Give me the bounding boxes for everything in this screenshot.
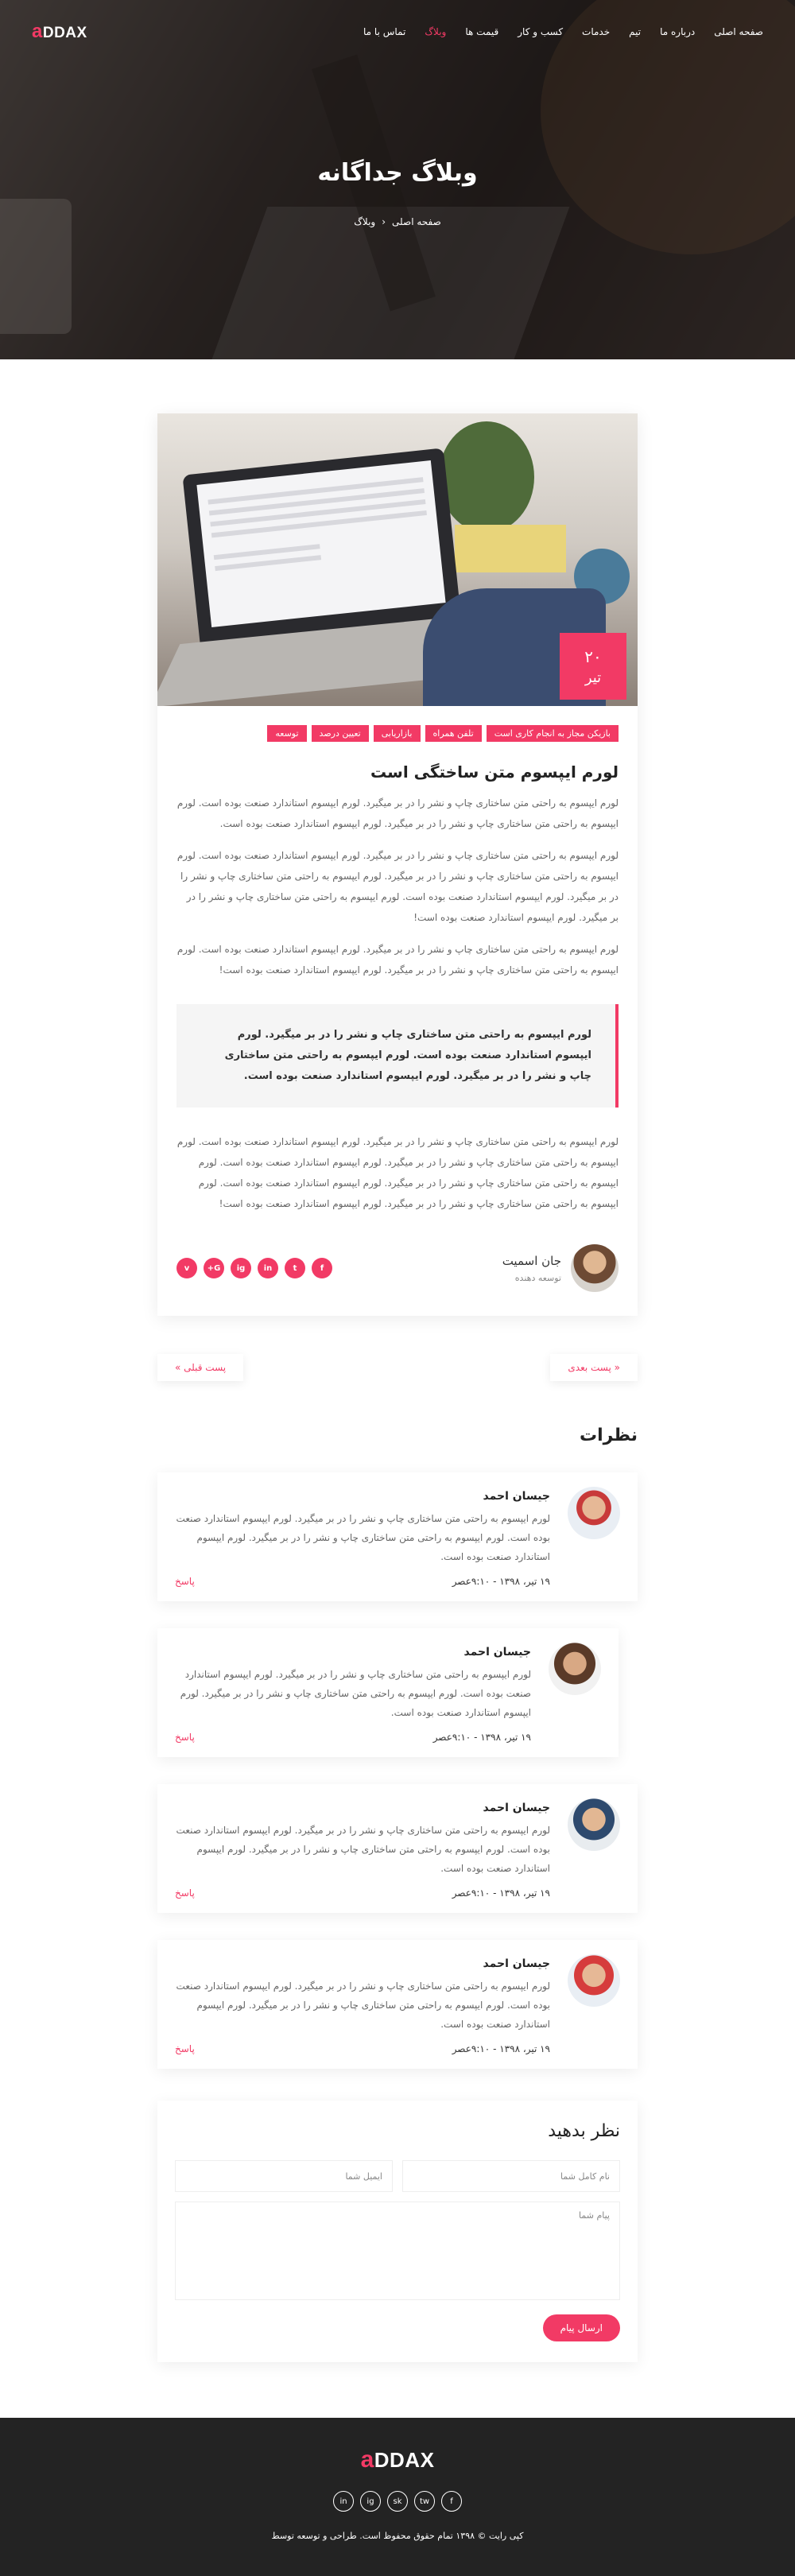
post-title: لورم ایپسوم متن ساختگی است xyxy=(370,762,619,782)
full-name-field[interactable]: نام کامل شما xyxy=(402,2160,620,2192)
page-title: وبلاگ جداگانه xyxy=(317,159,478,187)
logo-mark: a xyxy=(32,21,43,42)
comment-author: جیسان احمد xyxy=(483,1490,550,1503)
facebook-icon[interactable]: f xyxy=(312,1258,332,1278)
post-date-badge xyxy=(560,633,626,700)
comment-text: لورم ایپسوم به راحتی متن ساختاری چاپ و نشر را در بر میگیرد. لورم ایپسوم استاندارد صنعت بوده است. لورم ایپسوم به راحتی متن ساختاری چاپ و نشر را در بر میگیرد. لورم ایپسوم استاندارد صنعت بوده است. xyxy=(176,1980,550,2030)
prev-post-button[interactable]: پست قبلی » xyxy=(157,1354,243,1381)
comment-author: جیسان احمد xyxy=(483,1957,550,1970)
comment-item xyxy=(157,1784,638,1913)
post-paragraph: لورم ایپسوم به راحتی متن ساختاری چاپ و نشر را در بر میگیرد. لورم ایپسوم استاندارد صنعت بوده است. لورم ایپسوم به راحتی متن ساختاری چاپ و نشر را در بر میگیرد. لورم ایپسوم به راحتی متن ساختاری چاپ و نشر را در بر میگیرد. لورم ایپسوم استاندارد صنعت بوده است. لورم ایپسوم به راحتی متن ساختاری چاپ و نشر را در بر میگیرد. لورم ایپسوم استاندارد صنعت بوده است! xyxy=(176,850,619,923)
copyright-text: کپی رایت © ۱۳۹۸ تمام حقوق محفوظ است. طراحی و توسعه توسط xyxy=(271,2531,524,2541)
author-socials xyxy=(176,1258,332,1278)
post-paragraph: لورم ایپسوم به راحتی متن ساختاری چاپ و نشر را در بر میگیرد. لورم ایپسوم استاندارد صنعت بوده است. لورم ایپسوم به راحتی متن ساختاری چاپ و نشر را در بر میگیرد. لورم ایپسوم استاندارد صنعت بوده است. xyxy=(176,797,619,829)
site-footer xyxy=(0,2418,795,2576)
comment-text: لورم ایپسوم به راحتی متن ساختاری چاپ و نشر را در بر میگیرد. لورم ایپسوم استاندارد صنعت بوده است. لورم ایپسوم به راحتی متن ساختاری چاپ و نشر را در بر میگیرد. لورم ایپسوم استاندارد صنعت بوده است. xyxy=(176,1825,550,1874)
breadcrumb xyxy=(0,216,795,227)
tag[interactable]: بازاریابی xyxy=(374,725,421,742)
twitter-icon[interactable]: t xyxy=(285,1258,305,1278)
message-field[interactable]: پیام شما xyxy=(175,2202,620,2300)
tag[interactable]: توسعه xyxy=(267,725,306,742)
twitter-icon[interactable]: tw xyxy=(414,2491,435,2512)
email-field[interactable]: ایمیل شما xyxy=(175,2160,393,2192)
comment-text: لورم ایپسوم به راحتی متن ساختاری چاپ و نشر را در بر میگیرد. لورم ایپسوم استاندارد صنعت بوده است. لورم ایپسوم به راحتی متن ساختاری چاپ و نشر را در بر میگیرد. لورم ایپسوم استاندارد صنعت بوده است. xyxy=(176,1513,550,1562)
comment-item xyxy=(157,1940,638,2069)
post-quote: لورم ایپسوم به راحتی متن ساختاری چاپ و نشر را در بر میگیرد. لورم ایپسوم استاندارد صنعت بوده است. لورم ایپسوم به راحتی متن ساختاری چاپ و نشر را در بر میگیرد. لورم ایپسوم استاندارد صنعت بوده است. xyxy=(176,1004,619,1108)
comment-date: ۱۹ تیر، ۱۳۹۸ - ۹:۱۰عصر xyxy=(452,1576,550,1587)
author-box xyxy=(157,1225,638,1292)
footer-logo[interactable] xyxy=(0,2446,795,2473)
chevron-left-icon: ‹ xyxy=(382,216,386,227)
tag[interactable]: تعیین درصد xyxy=(312,725,369,742)
top-nav xyxy=(0,0,795,64)
reply-link[interactable]: پاسخ xyxy=(175,1576,195,1587)
comment-avatar xyxy=(568,1798,620,1851)
comment-date: ۱۹ تیر، ۱۳۹۸ - ۹:۱۰عصر xyxy=(432,1732,531,1743)
nav-item-services[interactable]: خدمات xyxy=(582,26,611,37)
reply-link[interactable]: پاسخ xyxy=(175,1732,195,1743)
post-paragraph: لورم ایپسوم به راحتی متن ساختاری چاپ و نشر را در بر میگیرد. لورم ایپسوم استاندارد صنعت بوده است. لورم ایپسوم به راحتی متن ساختاری چاپ و نشر را در بر میگیرد. لورم ایپسوم استاندارد صنعت بوده است! xyxy=(176,944,619,976)
post-date-month: تیر xyxy=(584,669,602,686)
author-avatar xyxy=(571,1244,619,1292)
nav-item-team[interactable]: تیم xyxy=(629,26,642,37)
google-plus-icon[interactable]: G+ xyxy=(204,1258,224,1278)
nav-item-business[interactable]: کسب و کار xyxy=(518,26,564,37)
author-name: جان اسمیت xyxy=(502,1253,561,1268)
comment-date: ۱۹ تیر، ۱۳۹۸ - ۹:۱۰عصر xyxy=(452,1887,550,1899)
nav-item-pricing[interactable]: قیمت ها xyxy=(465,26,499,37)
post-paragraph: لورم ایپسوم به راحتی متن ساختاری چاپ و نشر را در بر میگیرد. لورم ایپسوم استاندارد صنعت بوده است. لورم ایپسوم به راحتی متن ساختاری چاپ و نشر را در بر میگیرد. لورم ایپسوم استاندارد صنعت بوده است. لورم ایپسوم به راحتی متن ساختاری چاپ و نشر را در بر میگیرد. لورم ایپسوم استاندارد صنعت بوده است. لورم ایپسوم به راحتی متن ساختاری چاپ و نشر را در بر میگیرد. لورم ایپسوم استاندارد صنعت بوده است! xyxy=(176,1136,619,1209)
comment-item xyxy=(157,1628,619,1757)
comment-avatar xyxy=(568,1487,620,1539)
comments-title: نظرات xyxy=(579,1426,638,1445)
linkedin-icon[interactable]: in xyxy=(258,1258,278,1278)
comment-form xyxy=(157,2101,638,2362)
reply-link[interactable]: پاسخ xyxy=(175,1887,195,1899)
post-date-day: ۲۰ xyxy=(584,646,602,666)
skype-icon[interactable]: sk xyxy=(387,2491,408,2512)
instagram-icon[interactable]: ig xyxy=(360,2491,381,2512)
comment-avatar xyxy=(568,1954,620,2007)
nav-item-about[interactable]: درباره ما xyxy=(660,26,696,37)
logo-text: DDAX xyxy=(42,25,87,41)
logo-mark: a xyxy=(360,2446,374,2473)
hero-banner xyxy=(0,0,795,359)
tag[interactable]: بازیکن مجاز به انجام کاری است xyxy=(487,725,619,742)
next-post-button[interactable]: « پست بعدی xyxy=(550,1354,638,1381)
author-role: توسعه دهنده xyxy=(514,1272,561,1283)
linkedin-icon[interactable]: in xyxy=(333,2491,354,2512)
comment-date: ۱۹ تیر، ۱۳۹۸ - ۹:۱۰عصر xyxy=(452,2043,550,2054)
site-logo[interactable] xyxy=(32,21,87,43)
comment-author: جیسان احمد xyxy=(463,1646,531,1658)
post-pager xyxy=(157,1354,638,1381)
post-image xyxy=(157,413,638,706)
comment-text: لورم ایپسوم به راحتی متن ساختاری چاپ و نشر را در بر میگیرد. لورم ایپسوم استاندارد صنعت بوده است. لورم ایپسوم به راحتی متن ساختاری چاپ و نشر را در بر میگیرد. لورم ایپسوم استاندارد صنعت بوده است. xyxy=(180,1669,531,1718)
nav-item-contact[interactable]: تماس با ما xyxy=(363,26,406,37)
comment-author: جیسان احمد xyxy=(483,1802,550,1814)
main-menu xyxy=(363,26,763,37)
post-tags xyxy=(157,706,638,742)
breadcrumb-current: وبلاگ xyxy=(354,216,376,227)
footer-socials xyxy=(0,2491,795,2512)
breadcrumb-home[interactable]: صفحه اصلی xyxy=(392,216,441,227)
nav-item-home[interactable]: صفحه اصلی xyxy=(714,26,763,37)
vimeo-icon[interactable]: v xyxy=(176,1258,197,1278)
tag[interactable]: تلفن همراه xyxy=(425,725,482,742)
comment-item xyxy=(157,1472,638,1601)
comment-form-title: نظر بدهید xyxy=(548,2121,620,2141)
send-message-button[interactable]: ارسال پیام xyxy=(543,2314,620,2341)
comment-avatar xyxy=(549,1643,601,1695)
blog-post xyxy=(157,413,638,1316)
nav-item-blog[interactable]: وبلاگ xyxy=(425,26,447,37)
logo-text: DDAX xyxy=(374,2448,435,2472)
reply-link[interactable]: پاسخ xyxy=(175,2043,195,2054)
author-info xyxy=(502,1244,619,1292)
instagram-icon[interactable]: ig xyxy=(231,1258,251,1278)
facebook-icon[interactable]: f xyxy=(441,2491,462,2512)
